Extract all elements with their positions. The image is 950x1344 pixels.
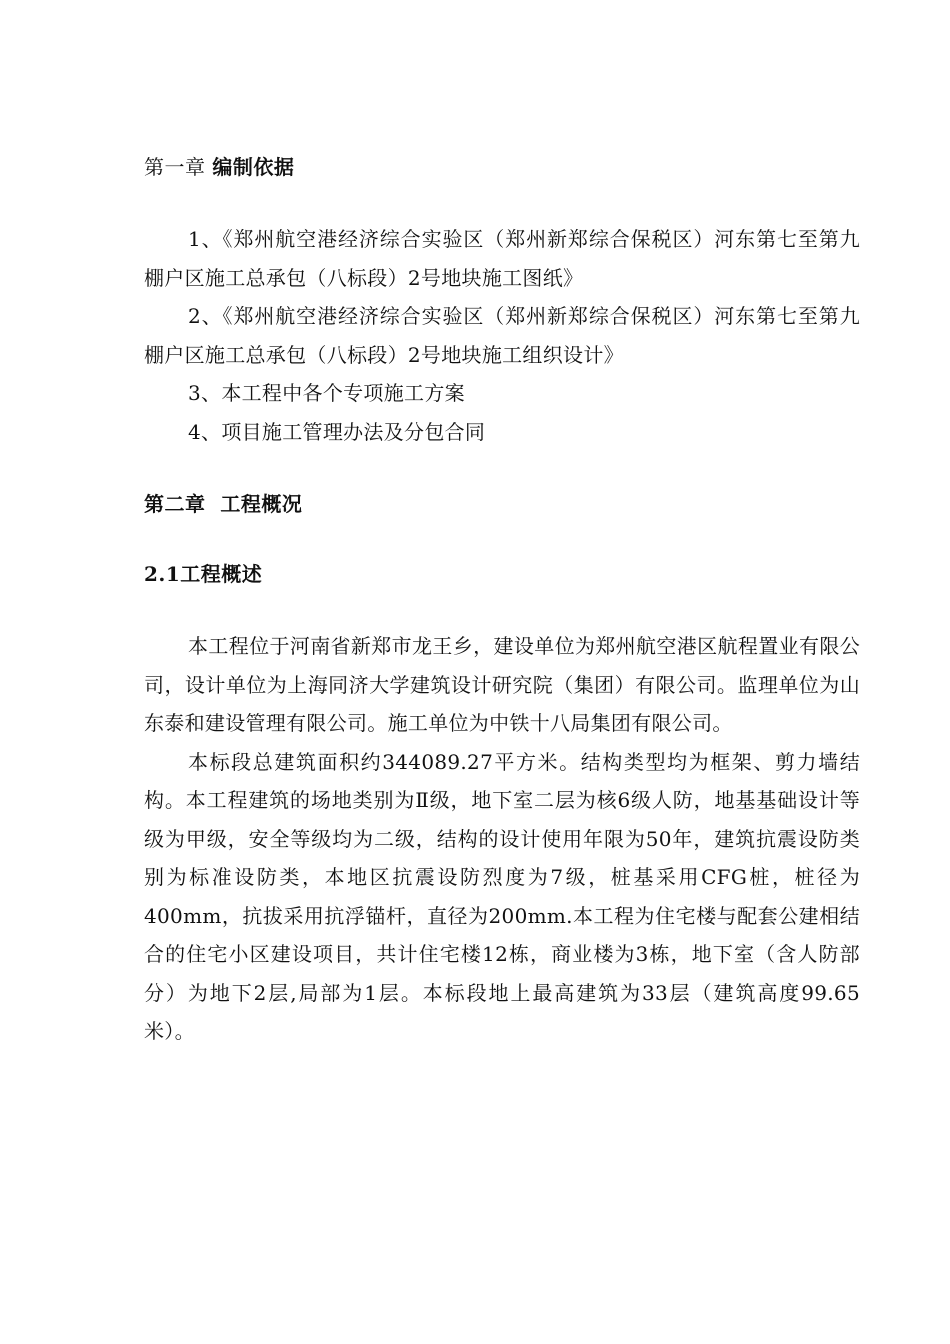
chapter1-title: 编制依据 — [212, 155, 295, 179]
document-content — [144, 148, 860, 1051]
list-item: 2、《郑州航空港经济综合实验区（郑州新郑综合保税区）河东第七至第九棚户区施工总承包（八标段）2号地块施工组织设计》 — [144, 304, 860, 367]
chapter2-heading: 第二章 工程概况 — [144, 492, 303, 516]
section-2-1-heading: 2.1工程概述 — [144, 562, 263, 586]
list-item: 3、本工程中各个专项施工方案 — [188, 381, 465, 405]
chapter1-prefix: 第一章 — [144, 155, 206, 179]
list-item: 4、项目施工管理办法及分包合同 — [188, 419, 486, 444]
overview-paragraph: 本标段总建筑面积约344089.27平方米。结构类型均为框架、剪力墙结构。本工程建筑的场地类别为Ⅱ级，地下室二层为核6级人防，地基基础设计等级为甲级，安全等级均为二级，结构的设计使用年限为50年，建筑抗震设防类别为标准设防类，本地区抗震设防烈度为7级，桩基采用CFG桩，桩径为400mm，抗拔采用抗浮锚杆，直径为200mm.本工程为住宅楼与配套公建相结合的住宅小区建设项目，共计住宅楼12栋，商业楼为3栋，地下室（含人防部分）为地下2层,局部为1层。本标段地上最高建筑为33层（建筑高度99.65米）。 — [144, 749, 860, 1043]
chapter1-heading — [144, 148, 860, 186]
section-body — [144, 627, 860, 1051]
list-item: 1、《郑州航空港经济综合实验区（郑州新郑综合保税区）河东第七至第九棚户区施工总承包（八标段）2号地块施工图纸》 — [144, 227, 860, 290]
reference-list — [144, 220, 860, 451]
overview-paragraph: 本工程位于河南省新郑市龙王乡，建设单位为郑州航空港区航程置业有限公司，设计单位为上海同济大学建筑设计研究院（集团）有限公司。监理单位为山东泰和建设管理有限公司。施工单位为中铁十八局集团有限公司。 — [144, 634, 860, 735]
